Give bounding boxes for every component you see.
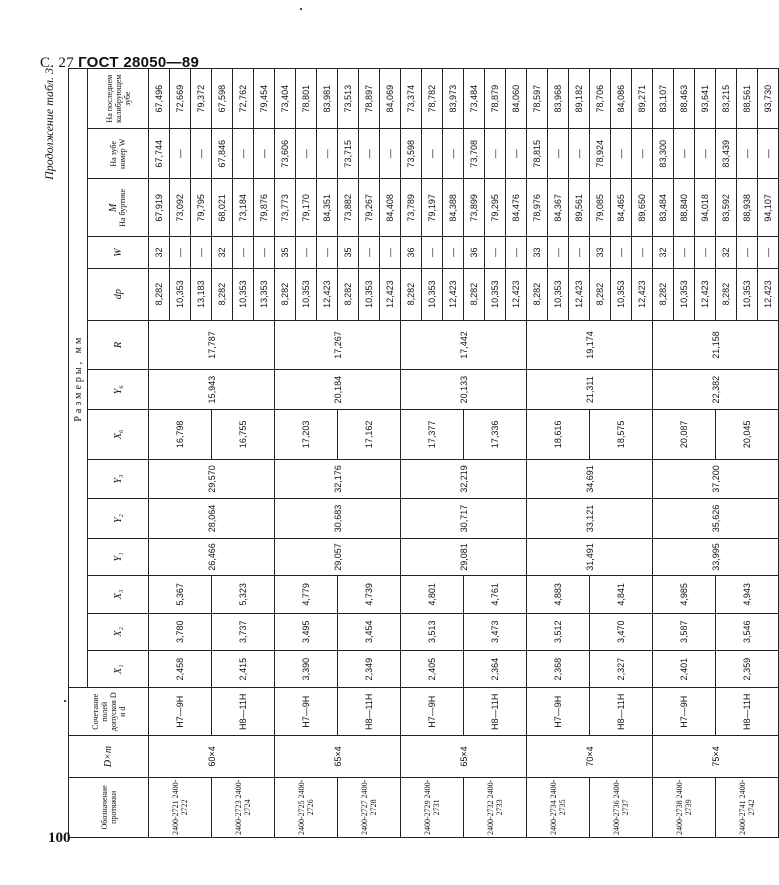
x3-value: 4,841 [590,576,653,613]
x1-value: 2,415 [212,650,275,687]
tolerance-value: H7—9H [149,688,212,736]
tolerance-value: H8—11H [590,688,653,736]
y3-value: 29,570 [149,459,275,498]
dp-value: 10,353 [359,268,380,320]
m-last-value: 79,372 [191,69,212,129]
m-tooth-w-value: — [170,129,191,179]
m-tooth-w-value: — [548,129,569,179]
m-collar-value: 88,840 [674,179,695,237]
m-tooth-w-value: — [632,129,653,179]
x6-value: 18,616 [527,409,590,459]
col-m-collar: M На буртике [88,179,149,237]
w-value: — [632,237,653,268]
x6-value: 16,755 [212,409,275,459]
m-last-value: 78,879 [485,69,506,129]
col-m-tooth-w: На зубе номер W [88,129,149,179]
page-number: 100 [48,830,71,846]
dp-value: 10,353 [674,268,695,320]
y1-value: 33,995 [653,538,779,575]
y3-value: 37,200 [653,459,779,498]
tolerance-value: H8—11H [716,688,779,736]
m-last-value: 73,484 [464,69,485,129]
dp-value: 12,423 [569,268,590,320]
x3-value: 4,943 [716,576,779,613]
x3-value: 5,323 [212,576,275,613]
m-tooth-w-value: — [191,129,212,179]
dp-value: 10,353 [170,268,191,320]
y1-value: 31,491 [527,538,653,575]
m-last-value: 83,215 [716,69,737,129]
w-value: 35 [275,237,296,268]
m-tooth-w-value: 73,715 [338,129,359,179]
dp-value: 10,353 [296,268,317,320]
w-value: 32 [653,237,674,268]
col-dp: dр [88,268,149,320]
dp-value: 12,423 [695,268,716,320]
table-body [149,69,779,838]
y1-value: 29,057 [275,538,401,575]
w-value: — [443,237,464,268]
w-value: — [611,237,632,268]
m-tooth-w-value: 67,846 [212,129,233,179]
m-tooth-w-value: — [695,129,716,179]
dp-value: 12,423 [443,268,464,320]
m-collar-value: 67,919 [149,179,170,237]
m-collar-value: 84,408 [380,179,401,237]
spline-broach-dimensions-table [68,68,779,838]
m-last-value: 83,107 [653,69,674,129]
col-x6: X₆ [88,409,149,459]
table-row [716,69,737,838]
m-collar-value: 94,107 [758,179,779,237]
dp-value: 12,423 [317,268,338,320]
x1-value: 2,401 [653,650,716,687]
x2-value: 3,454 [338,613,401,650]
dp-value: 8,282 [464,268,485,320]
m-collar-value: 68,021 [212,179,233,237]
m-tooth-w-value: 78,924 [590,129,611,179]
x6-value: 20,045 [716,409,779,459]
x6-value: 17,336 [464,409,527,459]
m-last-value: 93,641 [695,69,716,129]
col-x3: X₃ [88,576,149,613]
m-tooth-w-value: — [254,129,275,179]
m-tooth-w-value: 78,815 [527,129,548,179]
dp-value: 8,282 [527,268,548,320]
x6-value: 17,203 [275,409,338,459]
m-last-value: 73,404 [275,69,296,129]
table-row [149,69,170,838]
m-last-value: 67,598 [212,69,233,129]
m-collar-value: 79,170 [296,179,317,237]
x2-value: 3,495 [275,613,338,650]
m-collar-value: 84,367 [548,179,569,237]
broach-designation: 2400-2732 2400-2733 [464,777,527,837]
col-w: W [88,237,149,268]
dp-value: 8,282 [275,268,296,320]
dp-value: 12,423 [506,268,527,320]
dp-value: 10,353 [548,268,569,320]
dxm-value: 70×4 [527,736,653,778]
y3-value: 34,691 [527,459,653,498]
dp-value: 10,353 [737,268,758,320]
y3-value: 32,176 [275,459,401,498]
m-collar-value: 84,388 [443,179,464,237]
broach-designation: 2400-2725 2400-2726 [275,777,338,837]
scan-speck [64,700,66,702]
standard-title: ГОСТ 28050—89 [78,54,200,71]
y2-value: 35,626 [653,499,779,538]
x2-value: 3,587 [653,613,716,650]
tolerance-value: H7—9H [653,688,716,736]
w-value: — [506,237,527,268]
x1-value: 2,349 [338,650,401,687]
x2-value: 3,780 [149,613,212,650]
col-x2: X₂ [88,613,149,650]
table-row [338,69,359,838]
y6-value: 15,943 [149,370,275,409]
w-value: 33 [527,237,548,268]
w-value: 32 [716,237,737,268]
m-collar-value: 73,882 [338,179,359,237]
r-value: 17,267 [275,320,401,370]
m-collar-value: 84,351 [317,179,338,237]
col-dxm: D×m [69,736,149,778]
m-last-value: 84,086 [611,69,632,129]
y2-value: 28,064 [149,499,275,538]
m-last-value: 88,561 [737,69,758,129]
m-collar-value: 84,476 [506,179,527,237]
m-last-value: 67,496 [149,69,170,129]
dp-value: 10,353 [611,268,632,320]
col-r: R [88,320,149,370]
w-value: — [737,237,758,268]
m-tooth-w-value: — [611,129,632,179]
m-collar-value: 89,650 [632,179,653,237]
w-value: — [485,237,506,268]
m-collar-value: 83,484 [653,179,674,237]
m-collar-value: 89,561 [569,179,590,237]
x3-value: 4,883 [527,576,590,613]
m-tooth-w-value: — [506,129,527,179]
table-continuation-label: Продолжение табл. 3 [42,68,56,180]
x1-value: 2,364 [464,650,527,687]
m-last-value: 89,271 [632,69,653,129]
broach-designation: 2400-2723 2400-2724 [212,777,275,837]
x2-value: 3,473 [464,613,527,650]
m-collar-value: 73,184 [233,179,254,237]
y2-value: 30,683 [275,499,401,538]
dp-value: 8,282 [401,268,422,320]
w-value: — [191,237,212,268]
x6-value: 17,162 [338,409,401,459]
dp-value: 12,423 [632,268,653,320]
y6-value: 20,184 [275,370,401,409]
page-prefix: С. 27 [40,55,75,71]
dp-value: 8,282 [653,268,674,320]
r-value: 21,158 [653,320,779,370]
table-row [653,69,674,838]
dxm-value: 65×4 [401,736,527,778]
w-value: — [380,237,401,268]
m-collar-value: 79,085 [590,179,611,237]
y2-value: 30,717 [401,499,527,538]
m-last-value: 83,968 [548,69,569,129]
dp-value: 10,353 [233,268,254,320]
scan-speck [300,8,302,10]
m-tooth-w-value: 73,598 [401,129,422,179]
broach-designation: 2400-2734 2400-2735 [527,777,590,837]
dxm-value: 60×4 [149,736,275,778]
m-collar-value: 88,938 [737,179,758,237]
y6-value: 21,311 [527,370,653,409]
m-last-value: 78,897 [359,69,380,129]
m-tooth-w-value: — [569,129,590,179]
tolerance-value: H8—11H [338,688,401,736]
m-last-value: 78,706 [590,69,611,129]
broach-designation: 2400-2729 2400-2731 [401,777,464,837]
m-last-value: 83,981 [317,69,338,129]
x3-value: 5,367 [149,576,212,613]
w-value: — [317,237,338,268]
tolerance-value: H7—9H [527,688,590,736]
tolerance-value: H7—9H [401,688,464,736]
x2-value: 3,737 [212,613,275,650]
m-last-value: 78,782 [422,69,443,129]
w-value: — [674,237,695,268]
m-tooth-w-value: — [758,129,779,179]
m-last-value: 73,374 [401,69,422,129]
x1-value: 2,405 [401,650,464,687]
x6-value: 20,087 [653,409,716,459]
x1-value: 2,458 [149,650,212,687]
m-collar-value: 73,899 [464,179,485,237]
x3-value: 4,779 [275,576,338,613]
dp-value: 8,282 [212,268,233,320]
m-label: M [108,203,119,212]
x2-value: 3,546 [716,613,779,650]
m-collar-value: 79,795 [191,179,212,237]
m-collar-value: 73,092 [170,179,191,237]
x6-value: 17,377 [401,409,464,459]
dp-value: 12,423 [380,268,401,320]
m-tooth-w-value: 67,744 [149,129,170,179]
table-row [527,69,548,838]
m-tooth-w-value: — [485,129,506,179]
m-tooth-w-value: — [380,129,401,179]
w-value: — [758,237,779,268]
table-row [401,69,422,838]
broach-designation: 2400-2741 2400-2742 [716,777,779,837]
dp-value: 13,183 [191,268,212,320]
col-x1: X₁ [88,650,149,687]
m-collar-value: 84,465 [611,179,632,237]
x6-value: 18,575 [590,409,653,459]
m-last-value: 93,730 [758,69,779,129]
sizes-caption: Размеры, мм [69,69,88,688]
m-tooth-w-value: — [359,129,380,179]
m-last-value: 84,069 [380,69,401,129]
m-tooth-w-value: — [296,129,317,179]
w-value: — [233,237,254,268]
table-row [590,69,611,838]
col-m-last: На последнем калибрующем зубе [88,69,149,129]
m-last-value: 84,060 [506,69,527,129]
col-y3: Y₃ [88,459,149,498]
w-value: — [422,237,443,268]
m-tooth-w-value: — [443,129,464,179]
m-collar-value: 79,295 [485,179,506,237]
tolerance-value: H7—9H [275,688,338,736]
w-value: — [254,237,275,268]
m-tooth-w-value: 83,439 [716,129,737,179]
m-last-value: 78,597 [527,69,548,129]
tolerance-value: H8—11H [212,688,275,736]
r-value: 17,442 [401,320,527,370]
m-collar-value: 79,876 [254,179,275,237]
w-value: 32 [149,237,170,268]
dp-value: 12,423 [758,268,779,320]
x2-value: 3,512 [527,613,590,650]
m-tooth-w-value: — [233,129,254,179]
x1-value: 2,368 [527,650,590,687]
r-value: 19,174 [527,320,653,370]
m-last-value: 78,801 [296,69,317,129]
x3-value: 4,801 [401,576,464,613]
col-y1: Y₁ [88,538,149,575]
col-tolerance: Сочетание полей допусков D и d [69,688,149,736]
m-collar-value: 73,789 [401,179,422,237]
w-value: 36 [464,237,485,268]
m-last-value: 73,513 [338,69,359,129]
x2-value: 3,513 [401,613,464,650]
w-value: — [569,237,590,268]
dp-value: 13,353 [254,268,275,320]
x1-value: 3,390 [275,650,338,687]
table-row [464,69,485,838]
w-value: — [695,237,716,268]
m-tooth-w-value: — [737,129,758,179]
col-y2: Y₂ [88,499,149,538]
dxm-value: 65×4 [275,736,401,778]
w-value: — [170,237,191,268]
x1-value: 2,359 [716,650,779,687]
w-value: — [296,237,317,268]
dp-value: 10,353 [485,268,506,320]
m-last-value: 89,182 [569,69,590,129]
m-collar-value: 79,197 [422,179,443,237]
w-value: 35 [338,237,359,268]
x3-value: 4,985 [653,576,716,613]
m-tooth-w-value: — [674,129,695,179]
m-collar-value: 79,267 [359,179,380,237]
m-collar-value: 78,976 [527,179,548,237]
m-tooth-w-value: — [422,129,443,179]
y6-value: 22,382 [653,370,779,409]
dp-value: 8,282 [590,268,611,320]
y6-value: 20,133 [401,370,527,409]
y2-value: 33,121 [527,499,653,538]
m-tooth-w-value: — [317,129,338,179]
broach-designation: 2400-2738 2400-2739 [653,777,716,837]
m-last-value: 72,669 [170,69,191,129]
col-y6: Y₆ [88,370,149,409]
y3-value: 32,219 [401,459,527,498]
m-collar-value: 83,592 [716,179,737,237]
dp-value: 10,353 [422,268,443,320]
broach-designation: 2400-2721 2400-2722 [149,777,212,837]
y1-value: 29,081 [401,538,527,575]
w-value: 32 [212,237,233,268]
m-tooth-w-value: 73,606 [275,129,296,179]
w-value: — [548,237,569,268]
dp-value: 8,282 [338,268,359,320]
dp-value: 8,282 [716,268,737,320]
x6-value: 16,798 [149,409,212,459]
m-collar-value: 94,018 [695,179,716,237]
w-value: 33 [590,237,611,268]
m-last-value: 79,454 [254,69,275,129]
x1-value: 2,327 [590,650,653,687]
m-last-value: 72,762 [233,69,254,129]
table-row [212,69,233,838]
tolerance-value: H8—11H [464,688,527,736]
m-collar-value: 73,773 [275,179,296,237]
m-last-value: 83,973 [443,69,464,129]
dxm-value: 75×4 [653,736,779,778]
y1-value: 26,466 [149,538,275,575]
col-designation: Обозначение протяжки [69,777,149,837]
x2-value: 3,470 [590,613,653,650]
m-tooth-w-value: 83,300 [653,129,674,179]
broach-designation: 2400-2727 2400-2728 [338,777,401,837]
w-value: — [359,237,380,268]
m-last-value: 88,463 [674,69,695,129]
x3-value: 4,761 [464,576,527,613]
m-tooth-w-value: 73,708 [464,129,485,179]
dp-value: 8,282 [149,268,170,320]
table-row [275,69,296,838]
r-value: 17,787 [149,320,275,370]
x3-value: 4,739 [338,576,401,613]
w-value: 36 [401,237,422,268]
broach-designation: 2400-2736 2400-2737 [590,777,653,837]
